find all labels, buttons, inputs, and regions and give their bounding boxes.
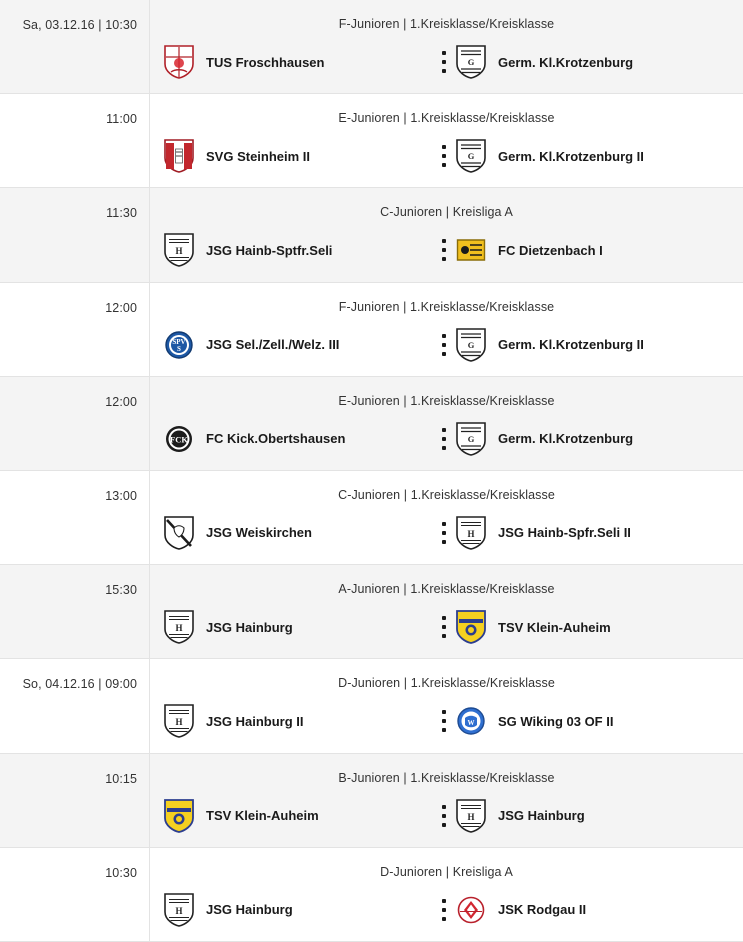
away-team-name: TSV Klein-Auheim	[498, 619, 611, 635]
vs-dots-icon	[432, 145, 456, 167]
away-team[interactable]	[456, 704, 724, 738]
match-info-cell	[150, 283, 743, 376]
svg-text:H: H	[175, 246, 183, 257]
svg-text:FCK: FCK	[170, 434, 188, 445]
match-teams	[150, 328, 743, 362]
home-team[interactable]	[164, 893, 432, 927]
vs-dots-icon	[432, 710, 456, 732]
home-team-name: SVG Steinheim II	[206, 148, 311, 164]
vs-dots-icon	[432, 51, 456, 73]
match-row[interactable]	[0, 283, 743, 377]
away-team[interactable]	[456, 422, 724, 456]
crest-jsg-weiskirchen-icon	[164, 516, 194, 550]
vs-dots-icon	[432, 239, 456, 261]
away-team-name: JSG Hainburg	[498, 808, 585, 823]
away-team[interactable]	[456, 139, 724, 173]
match-time-cell	[0, 659, 150, 752]
match-row[interactable]	[0, 0, 743, 94]
home-team-name: JSG Hainb-Sptfr.Seli	[206, 242, 333, 258]
match-time-cell	[0, 283, 150, 376]
match-teams	[150, 610, 743, 644]
crest-tsv-klein-auheim-icon	[456, 610, 486, 644]
match-time-cell	[0, 471, 150, 564]
svg-text:W: W	[467, 719, 475, 728]
away-team-name: SG Wiking 03 OF II	[498, 713, 614, 729]
svg-text:S: S	[177, 344, 181, 353]
home-team[interactable]	[164, 704, 432, 738]
match-info-cell	[150, 659, 743, 752]
match-info-cell	[150, 565, 743, 658]
svg-text:G: G	[467, 339, 475, 350]
crest-jsg-hainburg-icon	[164, 893, 194, 927]
match-league: A-Junioren | 1.Kreisklasse/Kreisklasse	[338, 582, 555, 597]
away-team[interactable]	[456, 45, 724, 79]
match-league: E-Junioren | 1.Kreisklasse/Kreisklasse	[338, 111, 555, 126]
svg-text:G: G	[467, 151, 475, 162]
home-team-name: JSG Hainburg II	[206, 713, 304, 729]
match-info-cell	[150, 94, 743, 187]
crest-tsv-klein-auheim-icon	[164, 799, 194, 833]
match-time: 12:00	[105, 394, 137, 409]
match-league: D-Junioren | Kreisliga A	[380, 864, 513, 879]
crest-germania-klein-krotzenburg-icon	[456, 422, 486, 456]
away-team-name: Germ. Kl.Krotzenburg	[498, 54, 634, 70]
match-teams	[150, 704, 743, 738]
svg-text:H: H	[175, 623, 183, 634]
home-team[interactable]	[164, 139, 432, 173]
match-league: F-Junioren | 1.Kreisklasse/Kreisklasse	[338, 299, 555, 314]
crest-sg-wiking-03-icon	[456, 704, 486, 738]
svg-text:H: H	[467, 811, 475, 822]
home-team[interactable]	[164, 516, 432, 550]
crest-germania-klein-krotzenburg-icon	[456, 45, 486, 79]
away-team[interactable]	[456, 233, 724, 267]
away-team[interactable]	[456, 799, 724, 833]
match-time: 11:30	[106, 206, 137, 221]
match-time-cell	[0, 0, 150, 93]
home-team[interactable]	[164, 422, 432, 456]
svg-text:H: H	[175, 905, 183, 916]
home-team[interactable]	[164, 233, 432, 267]
match-league: C-Junioren | Kreisliga A	[380, 205, 513, 220]
crest-germania-klein-krotzenburg-icon	[456, 139, 486, 173]
crest-jsg-hainburg-icon	[164, 610, 194, 644]
match-teams	[150, 233, 743, 267]
vs-dots-icon	[432, 805, 456, 827]
vs-dots-icon	[432, 428, 456, 450]
match-time: 12:00	[105, 300, 137, 315]
match-league: E-Junioren | 1.Kreisklasse/Kreisklasse	[338, 393, 555, 408]
match-info-cell	[150, 754, 743, 847]
match-row[interactable]	[0, 94, 743, 188]
vs-dots-icon	[432, 616, 456, 638]
match-league: F-Junioren | 1.Kreisklasse/Kreisklasse	[338, 17, 555, 31]
match-league: C-Junioren | 1.Kreisklasse/Kreisklasse	[338, 487, 555, 502]
match-time-cell	[0, 94, 150, 187]
match-teams	[150, 422, 743, 456]
svg-text:G: G	[467, 57, 475, 67]
match-time: 11:00	[106, 112, 137, 127]
home-team-name: JSG Hainburg	[206, 619, 293, 635]
match-time: 10:15	[105, 771, 137, 786]
away-team[interactable]	[456, 516, 724, 550]
away-team[interactable]	[456, 328, 724, 362]
match-row[interactable]	[0, 188, 743, 282]
crest-svg-steinheim-icon	[164, 139, 194, 173]
match-info-cell	[150, 0, 743, 93]
match-time: 15:30	[105, 583, 137, 598]
vs-dots-icon	[432, 522, 456, 544]
match-row[interactable]	[0, 848, 743, 942]
crest-germania-klein-krotzenburg-icon	[456, 328, 486, 362]
crest-fc-dietzenbach-icon	[456, 233, 486, 267]
match-row[interactable]	[0, 377, 743, 471]
svg-text:H: H	[175, 717, 183, 728]
crest-tus-froschhausen-icon	[164, 45, 194, 79]
match-time: 13:00	[105, 488, 137, 503]
home-team[interactable]	[164, 610, 432, 644]
svg-text:G: G	[467, 433, 475, 444]
home-team-name: JSG Weiskirchen	[206, 525, 312, 541]
away-team-name: JSG Hainb-Spfr.Seli II	[498, 525, 631, 541]
match-time-cell	[0, 188, 150, 281]
away-team-name: FC Dietzenbach I	[498, 242, 603, 258]
match-time-cell	[0, 377, 150, 470]
crest-fc-kickers-obertshausen-icon	[164, 422, 194, 456]
match-teams	[150, 45, 743, 79]
vs-dots-icon	[432, 334, 456, 356]
home-team-name: JSG Sel./Zell./Welz. III	[206, 337, 340, 353]
match-row[interactable]	[0, 659, 743, 753]
home-team[interactable]	[164, 799, 432, 833]
crest-jsg-hainburg-icon	[456, 516, 486, 550]
home-team[interactable]	[164, 45, 432, 79]
match-info-cell	[150, 848, 743, 941]
match-league: D-Junioren | 1.Kreisklasse/Kreisklasse	[338, 676, 555, 691]
match-info-cell	[150, 188, 743, 281]
match-time-cell	[0, 754, 150, 847]
home-team[interactable]	[164, 328, 432, 362]
match-info-cell	[150, 377, 743, 470]
match-time: 10:30	[105, 865, 137, 880]
away-team[interactable]	[456, 610, 724, 644]
away-team-name: Germ. Kl.Krotzenburg II	[498, 337, 644, 353]
svg-text:SPV: SPV	[172, 337, 186, 346]
crest-jsk-rodgau-icon	[456, 893, 486, 927]
away-team-name: JSK Rodgau II	[498, 902, 587, 918]
match-row[interactable]	[0, 471, 743, 565]
match-time: So, 04.12.16 | 09:00	[22, 677, 137, 692]
home-team-name: TUS Froschhausen	[206, 54, 325, 70]
match-teams	[150, 139, 743, 173]
match-teams	[150, 893, 743, 927]
home-team-name: JSG Hainburg	[206, 902, 293, 918]
crest-jsg-hainburg-icon	[456, 799, 486, 833]
away-team-name: Germ. Kl.Krotzenburg II	[498, 148, 644, 164]
match-league: B-Junioren | 1.Kreisklasse/Kreisklasse	[338, 770, 555, 785]
crest-jsg-hainburg-icon	[164, 233, 194, 267]
match-time-cell	[0, 565, 150, 658]
match-info-cell	[150, 471, 743, 564]
match-teams	[150, 799, 743, 833]
match-row[interactable]	[0, 754, 743, 848]
match-teams	[150, 516, 743, 550]
away-team[interactable]	[456, 893, 724, 927]
vs-dots-icon	[432, 899, 456, 921]
crest-spvgg-seligenstadt-icon	[164, 328, 194, 362]
crest-jsg-hainburg-icon	[164, 704, 194, 738]
svg-text:H: H	[467, 528, 475, 539]
match-row[interactable]	[0, 565, 743, 659]
home-team-name: TSV Klein-Auheim	[206, 808, 319, 823]
match-time-cell	[0, 848, 150, 941]
match-time: Sa, 03.12.16 | 10:30	[22, 18, 137, 32]
away-team-name: Germ. Kl.Krotzenburg	[498, 431, 634, 447]
home-team-name: FC Kick.Obertshausen	[206, 431, 346, 447]
